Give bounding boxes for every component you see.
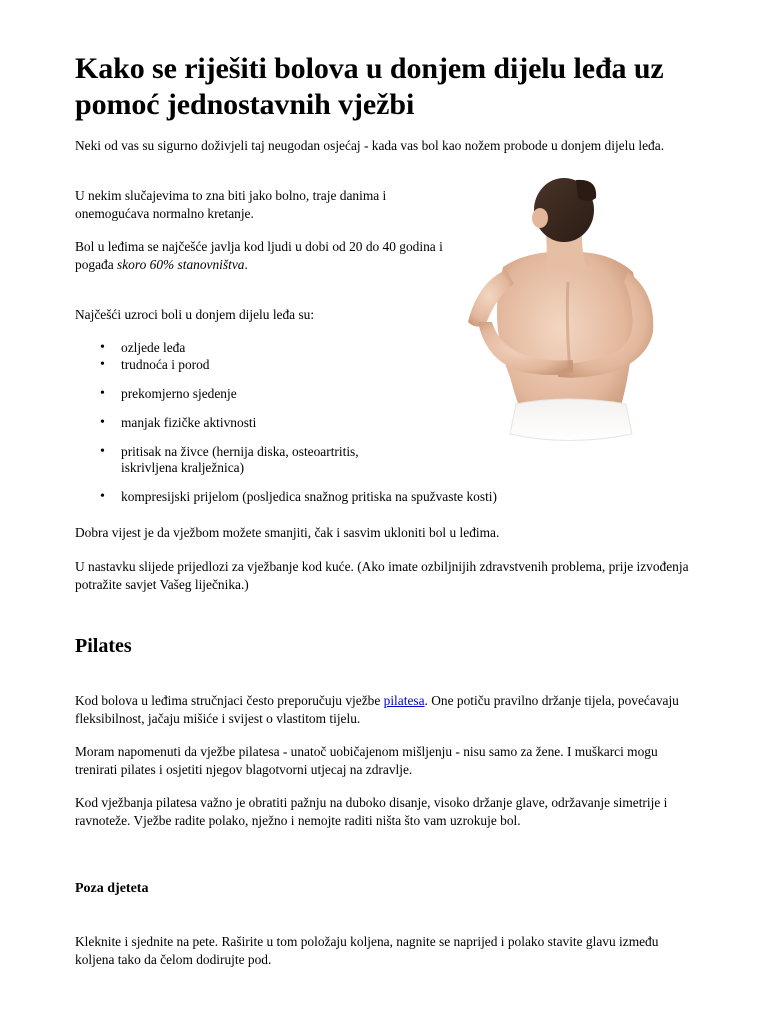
statistics-emphasis: skoro 60% stanovništva [117,257,245,272]
pilates-text-end: . One potiču pravilno držanje tijela, povećavaju fleksibilnost, jačaju mišiće i svijest o vlastitom tijelu. [75,693,679,726]
section-heading-pilates: Pilates [75,635,132,657]
child-pose-paragraph: Kleknite i sjednite na pete. Raširite u tom položaju koljena, nagnite se naprijed i polako stavite glavu između koljena tako da čelom dodirujte pod. [75,934,659,967]
pilates-link[interactable]: pilatesa [383,693,425,708]
list-item: • manjak fizičke aktivnosti [75,415,555,431]
pilates-paragraph-1 [75,692,690,728]
causes-heading: Najčešći uzroci boli u donjem dijelu leđa su: [75,307,315,322]
good-news-paragraph: Dobra vijest je da vježbom možete smanjiti, čak i sasvim ukloniti bol u leđima. [75,525,500,540]
page-title: Kako se riješiti bolova u donjem dijelu leđa uz pomoć jednostavnih vježbi [75,52,664,121]
back-pain-photo [448,172,693,452]
subheading-child-pose: Poza djeteta [75,881,149,896]
statistics-text: Bol u leđima se najčešće javlja kod ljudi u dobi od 20 do 40 godina i pogađa [75,239,443,272]
paragraph-severity: U nekim slučajevima to zna biti jako bolno, traje danima i onemogućava normalno kretanje. [75,188,387,221]
pilates-text-start: Kod bolova u leđima stručnjaci često preporučuju vježbe [75,693,384,708]
paragraph-statistics [75,238,455,274]
next-steps-paragraph: U nastavku slijede prijedlozi za vježbanje kod kuće. (Ako imate ozbiljnijih zdravstvenih problema, prije izvođenja potražite savjet Vašeg liječnika.) [75,559,689,592]
intro-paragraph: Neki od vas su sigurno doživjeli taj neugodan osjećaj - kada vas bol kao nožem probode u donjem dijelu leđa. [75,138,665,153]
list-item: • ozljede leđa [75,340,555,356]
list-item: • pritisak na živce (hernija diska, osteoartritis, iskrivljena kralježnica) [75,444,406,476]
pilates-paragraph-2: Moram napomenuti da vježbe pilatesa - unatoč uobičajenom mišljenju - nisu samo za žene. I muškarci mogu trenirati pilates i osjetiti njegov blagotvorni utjecaj na zdravlje. [75,744,658,777]
statistics-end: . [244,257,248,272]
pilates-paragraph-3: Kod vježbanja pilatesa važno je obratiti pažnju na duboko disanje, visoko držanje glave, održavanje simetrije i ravnoteže. Vježbe radite polako, nježno i nemojte raditi ništa što vam uzrokuje bol. [75,795,668,828]
list-item: • kompresijski prijelom (posljedica snažnog pritiska na spužvaste kosti) [75,489,555,505]
list-item: • trudnoća i porod [75,357,555,373]
list-item: • prekomjerno sjedenje [75,386,555,402]
